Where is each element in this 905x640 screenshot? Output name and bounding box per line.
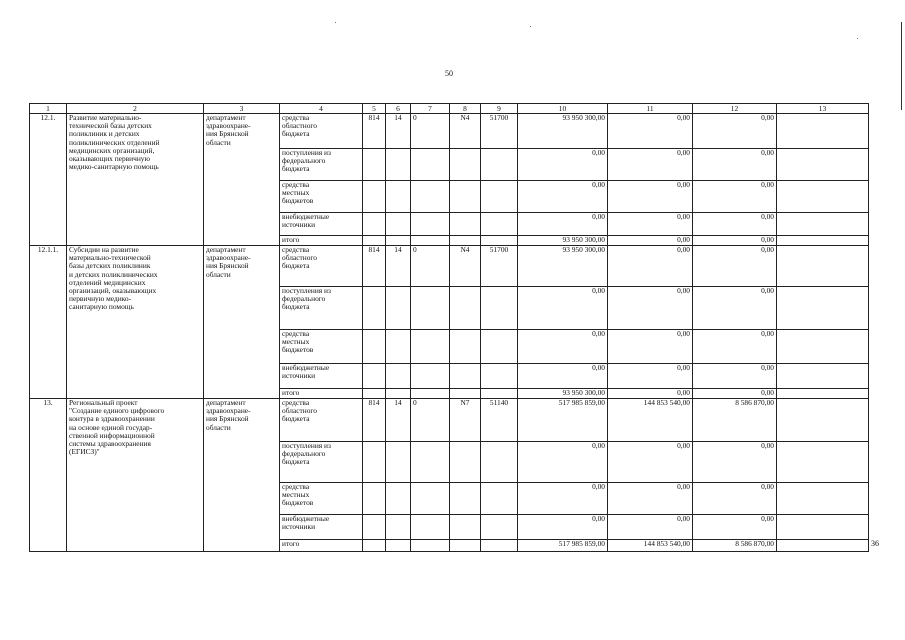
empty-cell: [777, 114, 869, 149]
empty-cell: [777, 540, 869, 552]
amount-cell: 0,00: [518, 442, 608, 483]
amount-cell: 0,00: [518, 364, 608, 389]
code-cell: [386, 442, 411, 483]
margin-number: 36: [871, 539, 879, 548]
code-cell: [386, 483, 411, 515]
funding-source: средства областного бюджета: [280, 399, 363, 442]
code-cell: [386, 540, 411, 552]
code-cell: [481, 540, 518, 552]
amount-cell: 0,00: [518, 181, 608, 213]
code-cell: [481, 213, 518, 236]
amount-cell: 144 853 540,00: [608, 540, 693, 552]
funding-source: внебюджетные источники: [280, 364, 363, 389]
header-cell: 9: [481, 104, 518, 114]
code-cell: [481, 149, 518, 181]
scan-edge-line: [901, 22, 902, 110]
code-cell: [363, 442, 386, 483]
code-cell: [450, 442, 481, 483]
margin-spacer: [869, 104, 889, 114]
code-cell: [450, 236, 481, 246]
code-cell: [481, 515, 518, 540]
code-cell: [386, 213, 411, 236]
scan-speck: [530, 26, 531, 27]
empty-cell: [777, 515, 869, 540]
code-cell: [363, 236, 386, 246]
amount-cell: 517 985 859,00: [518, 399, 608, 442]
code-cell: [411, 540, 450, 552]
table-row: [30, 114, 889, 149]
amount-cell: 0,00: [608, 330, 693, 364]
amount-cell: 0,00: [693, 114, 777, 149]
code-cell: [363, 364, 386, 389]
amount-cell: 0,00: [693, 515, 777, 540]
code-cell: [363, 515, 386, 540]
code-cell: [481, 389, 518, 399]
header-cell: 13: [777, 104, 869, 114]
code-cell: [450, 287, 481, 330]
code-cell: [411, 364, 450, 389]
code-cell: [386, 287, 411, 330]
code-cell: N4: [450, 246, 481, 287]
amount-cell: 0,00: [518, 515, 608, 540]
amount-cell: 0,00: [608, 149, 693, 181]
funding-source: итого: [280, 540, 363, 552]
margin-cell: [869, 181, 889, 213]
code-cell: [411, 236, 450, 246]
code-cell: [481, 287, 518, 330]
empty-cell: [777, 330, 869, 364]
amount-cell: 93 950 300,00: [518, 389, 608, 399]
code-cell: [450, 483, 481, 515]
funding-source: средства областного бюджета: [280, 246, 363, 287]
header-cell: 7: [411, 104, 450, 114]
empty-cell: [777, 399, 869, 442]
measure-name: Региональный проект "Создание единого цифрового контура в здравоохранении на основе единой государ- ственной информационной системы здравоохранения (ЕГИСЗ)": [67, 399, 204, 552]
executor-name: департамент здравоохране- ния Брянской области: [204, 114, 280, 246]
amount-cell: 0,00: [608, 213, 693, 236]
code-cell: [411, 213, 450, 236]
code-cell: 814: [363, 399, 386, 442]
code-cell: [363, 213, 386, 236]
amount-cell: 0,00: [693, 181, 777, 213]
margin-cell: [869, 149, 889, 181]
code-cell: [481, 330, 518, 364]
code-cell: [363, 540, 386, 552]
empty-cell: [777, 149, 869, 181]
empty-cell: [777, 364, 869, 389]
code-cell: [450, 389, 481, 399]
amount-cell: 8 586 870,00: [693, 399, 777, 442]
code-cell: 14: [386, 246, 411, 287]
funding-source: внебюджетные источники: [280, 213, 363, 236]
margin-cell: [869, 515, 889, 540]
code-cell: [411, 515, 450, 540]
code-cell: 14: [386, 114, 411, 149]
header-cell: 10: [518, 104, 608, 114]
amount-cell: 93 950 300,00: [518, 236, 608, 246]
header-cell: 1: [30, 104, 67, 114]
funding-source: средства областного бюджета: [280, 114, 363, 149]
empty-cell: [777, 236, 869, 246]
funding-source: средства местных бюджетов: [280, 330, 363, 364]
code-cell: [411, 330, 450, 364]
amount-cell: 0,00: [693, 442, 777, 483]
table-body: [30, 104, 889, 552]
empty-cell: [777, 483, 869, 515]
table-row: [30, 246, 889, 287]
code-cell: 0: [411, 246, 450, 287]
code-cell: 0: [411, 114, 450, 149]
empty-cell: [777, 287, 869, 330]
code-cell: 51700: [481, 114, 518, 149]
code-cell: [450, 330, 481, 364]
code-cell: [411, 442, 450, 483]
code-cell: [386, 389, 411, 399]
amount-cell: 0,00: [608, 114, 693, 149]
header-row: [30, 104, 889, 114]
funding-source: средства местных бюджетов: [280, 483, 363, 515]
amount-cell: 0,00: [608, 389, 693, 399]
funding-source: итого: [280, 389, 363, 399]
executor-name: департамент здравоохране- ния Брянской области: [204, 399, 280, 552]
margin-cell: [869, 483, 889, 515]
amount-cell: 0,00: [693, 149, 777, 181]
amount-cell: 93 950 300,00: [518, 246, 608, 287]
code-cell: [411, 287, 450, 330]
code-cell: [411, 149, 450, 181]
code-cell: [481, 364, 518, 389]
measure-name: Субсидии на развитие материально-технической базы детских поликлиник и детских поликлинических отделений медицинских организаций, оказывающих первичную медико- санитарную помощь: [67, 246, 204, 399]
funding-source: поступления из федерального бюджета: [280, 287, 363, 330]
amount-cell: 0,00: [693, 364, 777, 389]
code-cell: [363, 287, 386, 330]
empty-cell: [777, 181, 869, 213]
amount-cell: 0,00: [608, 181, 693, 213]
funding-source: поступления из федерального бюджета: [280, 442, 363, 483]
header-cell: 12: [693, 104, 777, 114]
amount-cell: 0,00: [518, 213, 608, 236]
amount-cell: 0,00: [693, 287, 777, 330]
margin-cell: [869, 246, 889, 287]
code-cell: N7: [450, 399, 481, 442]
code-cell: 51140: [481, 399, 518, 442]
margin-cell: [869, 213, 889, 236]
code-cell: [450, 540, 481, 552]
amount-cell: 0,00: [518, 483, 608, 515]
page-number: 50: [445, 69, 453, 78]
code-cell: N4: [450, 114, 481, 149]
amount-cell: 0,00: [518, 330, 608, 364]
margin-cell: [869, 442, 889, 483]
amount-cell: 144 853 540,00: [608, 399, 693, 442]
header-cell: 2: [67, 104, 204, 114]
margin-cell: [869, 330, 889, 364]
row-number: 12.1.1.: [30, 246, 67, 399]
margin-cell: [869, 236, 889, 246]
code-cell: [450, 149, 481, 181]
code-cell: [481, 181, 518, 213]
code-cell: [386, 236, 411, 246]
amount-cell: 0,00: [608, 442, 693, 483]
funding-source: итого: [280, 236, 363, 246]
empty-cell: [777, 213, 869, 236]
margin-cell: [869, 399, 889, 442]
amount-cell: 8 586 870,00: [693, 540, 777, 552]
amount-cell: 0,00: [608, 246, 693, 287]
amount-cell: 0,00: [693, 213, 777, 236]
code-cell: [363, 181, 386, 213]
code-cell: [386, 364, 411, 389]
code-cell: 814: [363, 114, 386, 149]
empty-cell: [777, 442, 869, 483]
header-cell: 11: [608, 104, 693, 114]
header-cell: 5: [363, 104, 386, 114]
amount-cell: 93 950 300,00: [518, 114, 608, 149]
scan-speck: [857, 38, 858, 39]
code-cell: 14: [386, 399, 411, 442]
code-cell: [481, 483, 518, 515]
amount-cell: 0,00: [518, 149, 608, 181]
row-number: 12.1.: [30, 114, 67, 246]
scan-speck: [335, 22, 336, 23]
row-number: 13.: [30, 399, 67, 552]
header-cell: 6: [386, 104, 411, 114]
code-cell: [386, 515, 411, 540]
funding-source: средства местных бюджетов: [280, 181, 363, 213]
amount-cell: 0,00: [518, 287, 608, 330]
code-cell: [450, 364, 481, 389]
code-cell: [411, 483, 450, 515]
amount-cell: 0,00: [608, 483, 693, 515]
margin-cell: [869, 364, 889, 389]
code-cell: 0: [411, 399, 450, 442]
code-cell: [363, 389, 386, 399]
measure-name: Развитие материально- технической базы детских поликлиник и детских поликлинических отделений медицинских организаций, оказывающих первичную медико-санитарную помощь: [67, 114, 204, 246]
code-cell: [481, 236, 518, 246]
margin-cell: [869, 540, 889, 552]
amount-cell: 0,00: [608, 364, 693, 389]
header-cell: 8: [450, 104, 481, 114]
code-cell: 51700: [481, 246, 518, 287]
header-cell: 3: [204, 104, 280, 114]
code-cell: [481, 442, 518, 483]
executor-name: департамент здравоохране- ния Брянской области: [204, 246, 280, 399]
margin-cell: [869, 389, 889, 399]
amount-cell: 0,00: [693, 483, 777, 515]
code-cell: [411, 181, 450, 213]
amount-cell: 0,00: [693, 389, 777, 399]
code-cell: [363, 330, 386, 364]
code-cell: [386, 181, 411, 213]
amount-cell: 0,00: [608, 287, 693, 330]
amount-cell: 0,00: [608, 236, 693, 246]
empty-cell: [777, 246, 869, 287]
amount-cell: 0,00: [608, 515, 693, 540]
margin-cell: [869, 287, 889, 330]
code-cell: 814: [363, 246, 386, 287]
header-cell: 4: [280, 104, 363, 114]
code-cell: [386, 149, 411, 181]
code-cell: [386, 330, 411, 364]
budget-table: [29, 103, 889, 552]
code-cell: [411, 389, 450, 399]
table-row: [30, 399, 889, 442]
amount-cell: 0,00: [693, 330, 777, 364]
code-cell: [450, 515, 481, 540]
code-cell: [450, 213, 481, 236]
funding-source: поступления из федерального бюджета: [280, 149, 363, 181]
amount-cell: 0,00: [693, 246, 777, 287]
margin-cell: [869, 114, 889, 149]
empty-cell: [777, 389, 869, 399]
code-cell: [363, 149, 386, 181]
amount-cell: 0,00: [693, 236, 777, 246]
code-cell: [450, 181, 481, 213]
code-cell: [363, 483, 386, 515]
funding-source: внебюджетные источники: [280, 515, 363, 540]
amount-cell: 517 985 859,00: [518, 540, 608, 552]
